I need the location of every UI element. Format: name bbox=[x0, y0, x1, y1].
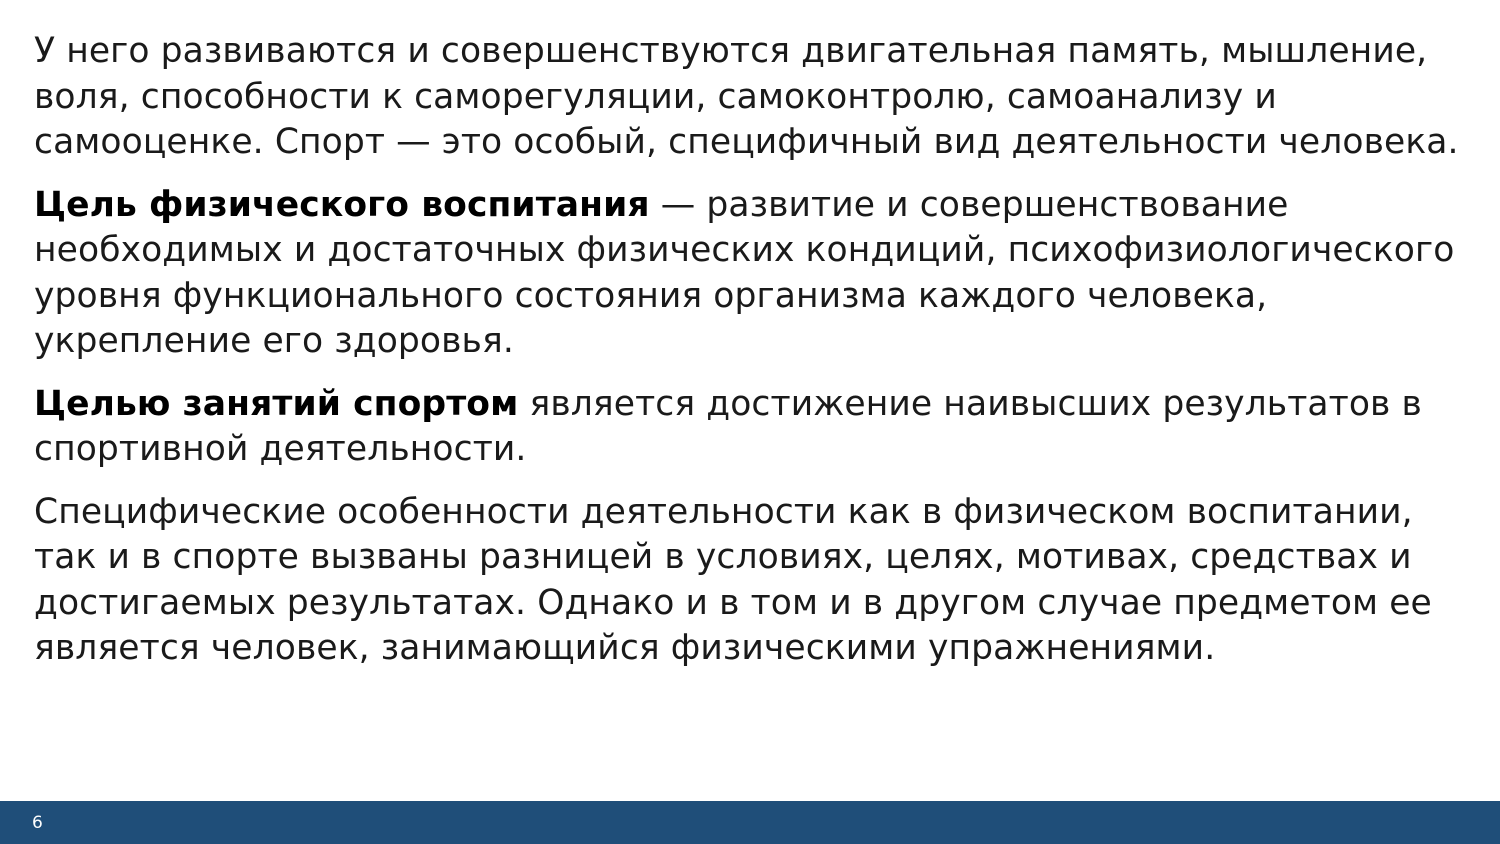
paragraph-text: — развитие и совершенствование необходимых и достаточных физических кондиций, психофизиологического уровня функционального состояния организма каждого человека, укрепление его здоровья. bbox=[34, 184, 1455, 361]
slide-content bbox=[34, 29, 1464, 672]
paragraph-text: является достижение наивысших результатов в спортивной деятельности. bbox=[34, 383, 1422, 469]
paragraph-text: Специфические особенности деятельности как в физическом воспитании, так и в спорте вызваны разницей в условиях, целях, мотивах, средствах и достигаемых результатах. Однако и в том и в другом случае предметом ее является человек, занимающийся физическими упражнениями. bbox=[34, 491, 1432, 668]
footer-bar bbox=[0, 801, 1500, 844]
paragraph-lead-term: Цель физического воспитания bbox=[34, 184, 650, 225]
paragraph-lead-term: Целью занятий спортом bbox=[34, 383, 519, 424]
paragraph-specific-features bbox=[34, 490, 1464, 672]
paragraph-sport-goal bbox=[34, 382, 1464, 473]
paragraph-text: У него развиваются и совершенствуются двигательная память, мышление, воля, способности к саморегуляции, самоконтролю, самоанализу и самооценке. Спорт — это особый, специфичный вид деятельности человека. bbox=[34, 31, 1459, 162]
page-number: 6 bbox=[32, 813, 43, 833]
paragraph-motor-development bbox=[34, 29, 1464, 166]
paragraph-physical-education-goal bbox=[34, 183, 1464, 365]
